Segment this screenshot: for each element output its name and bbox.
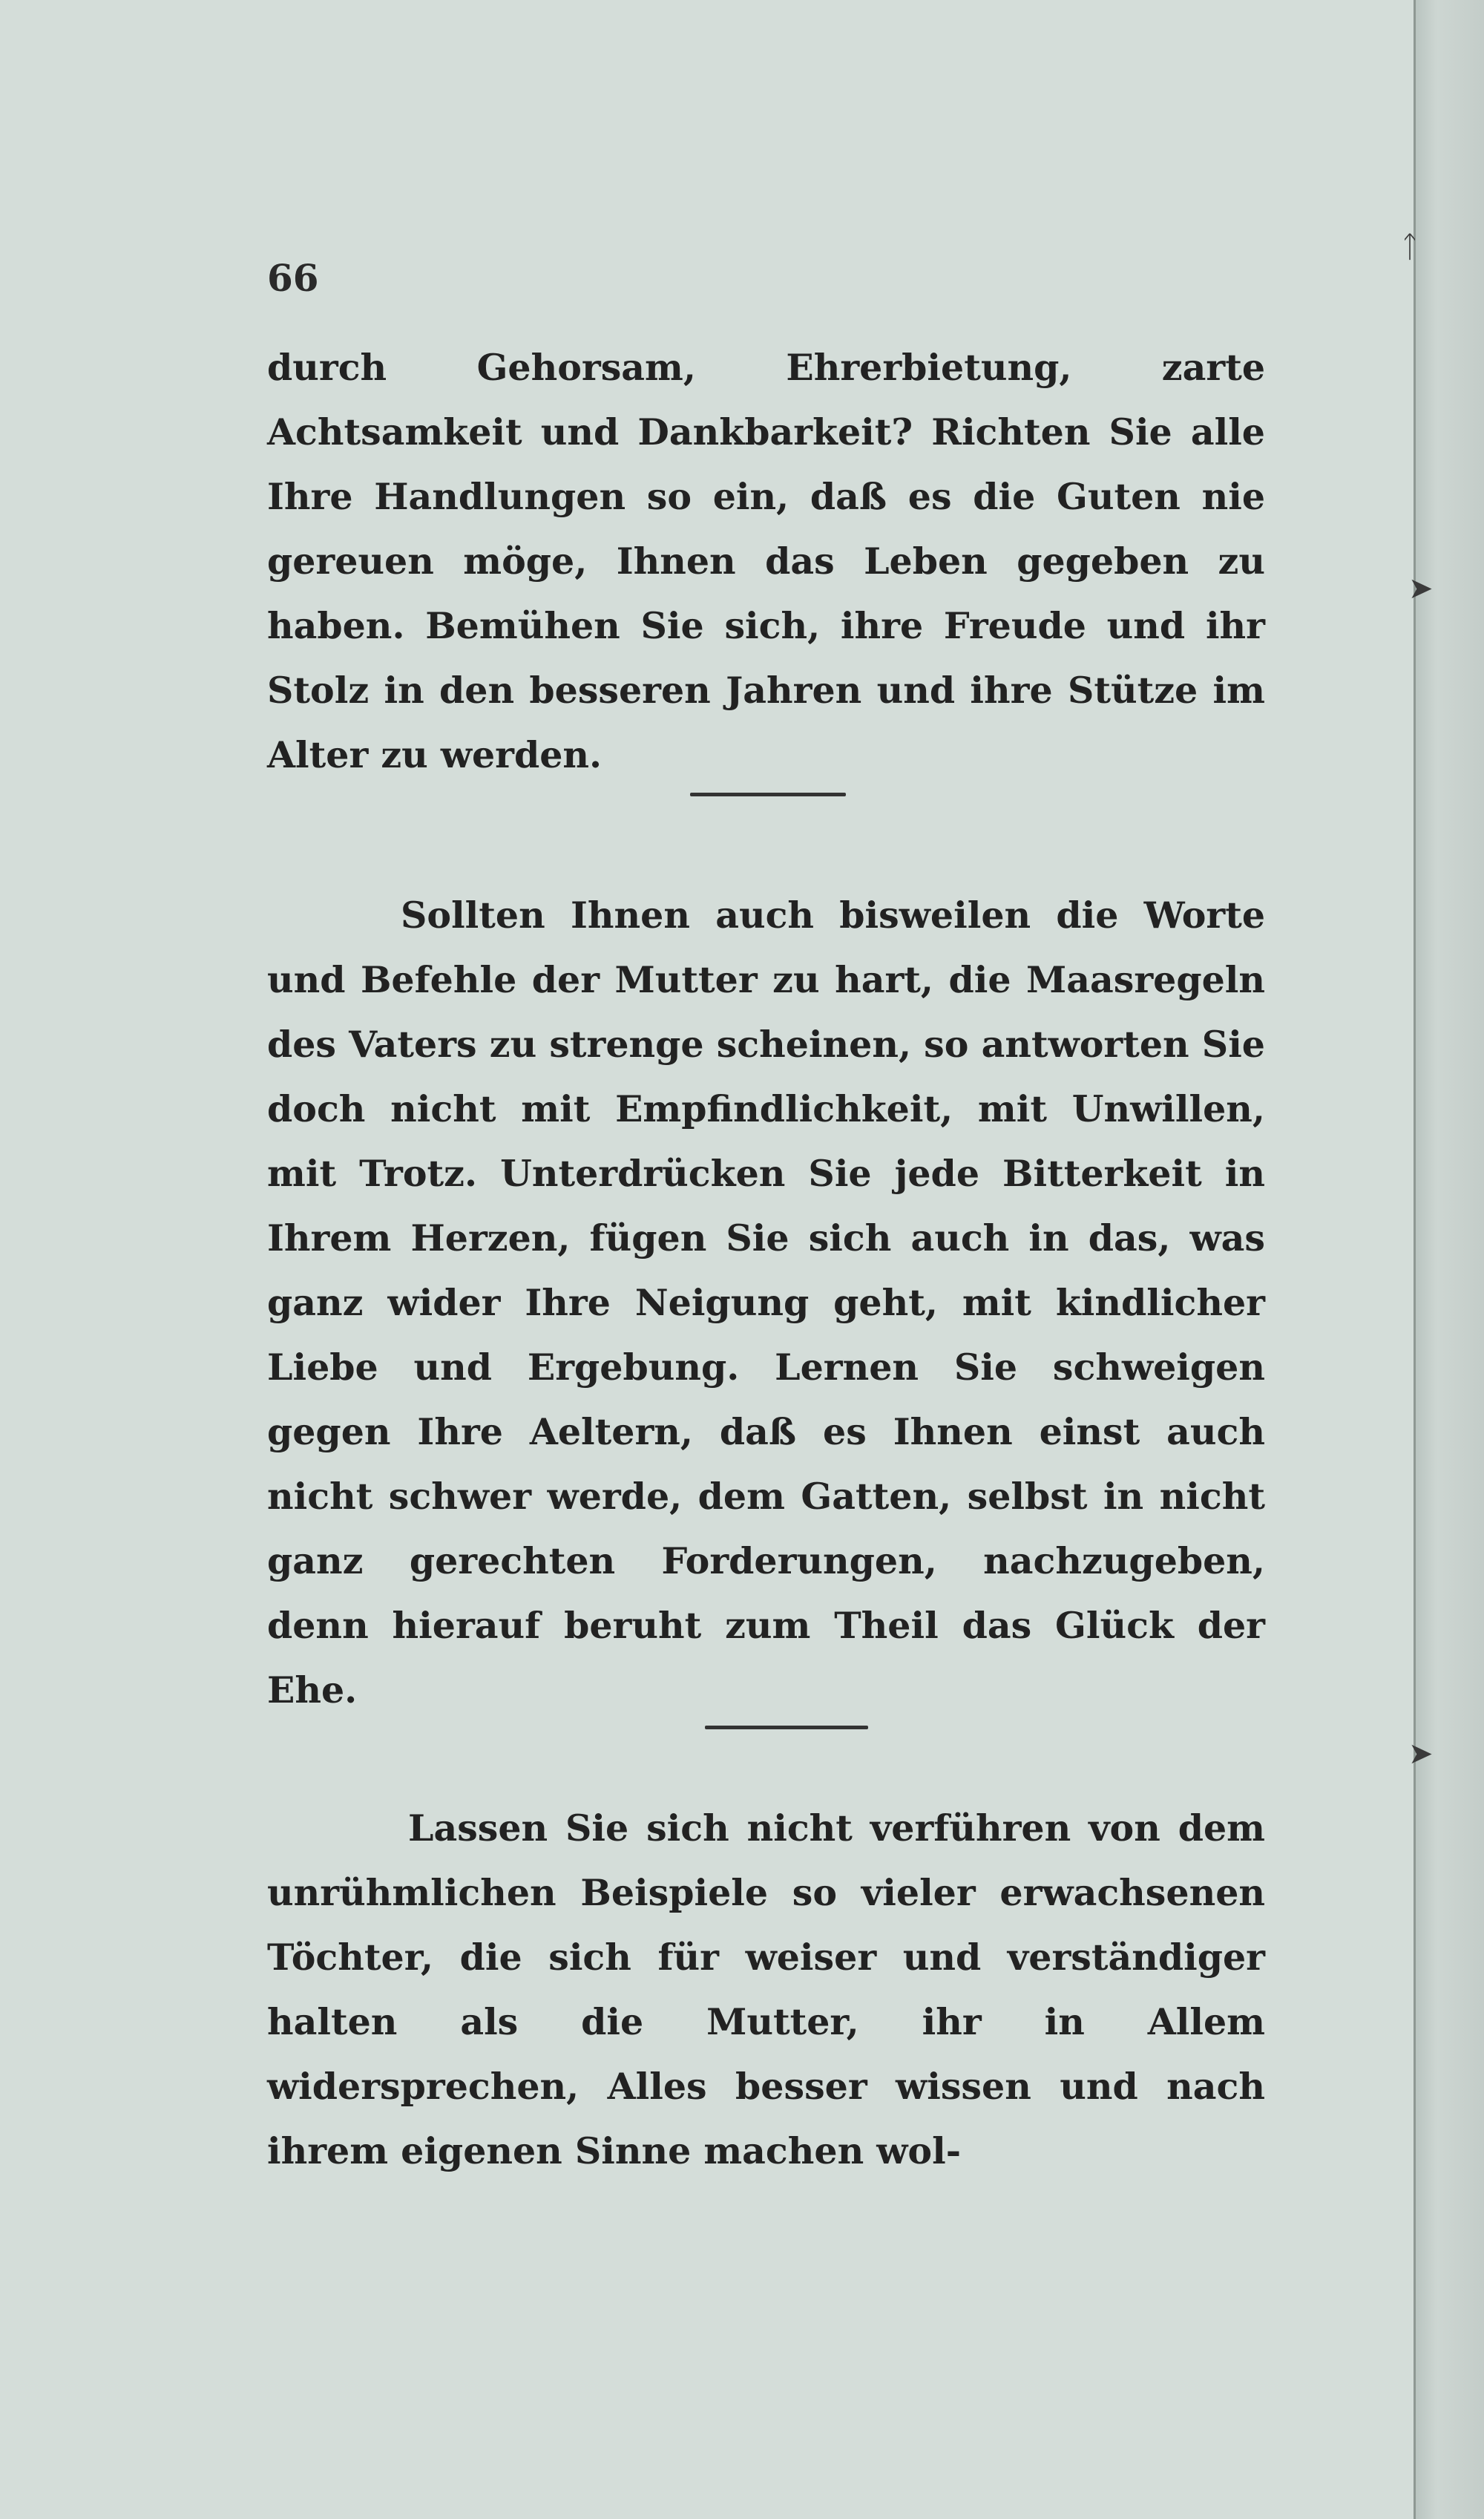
paragraph-2: Sollten Ihnen auch bisweilen die Worte und Befehle der Mutter zu hart, die Maasregeln des Vaters zu strenge scheinen, so antworten Sie doch nicht mit Empfindlichkeit, mit Unwillen, mit Trotz. Unterdrücken Sie jede Bitterkeit in Ihrem Herzen, fügen Sie sich auch in das, was ganz wider Ihre Neigung geht, mit kindlicher Liebe und Ergebung. Lernen Sie schweigen gegen Ihre Aeltern, daß es Ihnen einst auch nicht schwer werde, dem Gatten, selbst in nicht ganz gerechten Forderungen, nachzugeben, denn hierauf beruht zum Theil das Glück der Ehe. [267, 894, 1265, 1711]
section-divider-1 [690, 793, 846, 796]
page-number: 66 [267, 256, 319, 300]
edge-mark-icon: ᛏ [1401, 230, 1419, 264]
paragraph-1: durch Gehorsam, Ehrerbietung, zarte Achtsamkeit und Dankbarkeit? Richten Sie alle Ihre Handlungen so ein, daß es die Guten nie gereuen möge, Ihnen das Leben gegeben zu haben. Bemühen Sie sich, ihre Freude und ihr Stolz in den besseren Jahren und ihre Stütze im Alter zu werden. [267, 346, 1265, 776]
page-edge [1401, 0, 1484, 2519]
section-divider-2 [705, 1726, 868, 1729]
edge-mark-icon: ➤ [1408, 1737, 1434, 1771]
paragraph-3: Lassen Sie sich nicht verführen von dem unrühmlichen Beispiele so vieler erwachsenen Töchter, die sich für weiser und verständiger halten als die Mutter, ihr in Allem widersprechen, Alles besser wissen und nach ihrem eigenen Sinne machen wol- [267, 1806, 1265, 2172]
edge-mark-icon: ➤ [1408, 571, 1434, 606]
